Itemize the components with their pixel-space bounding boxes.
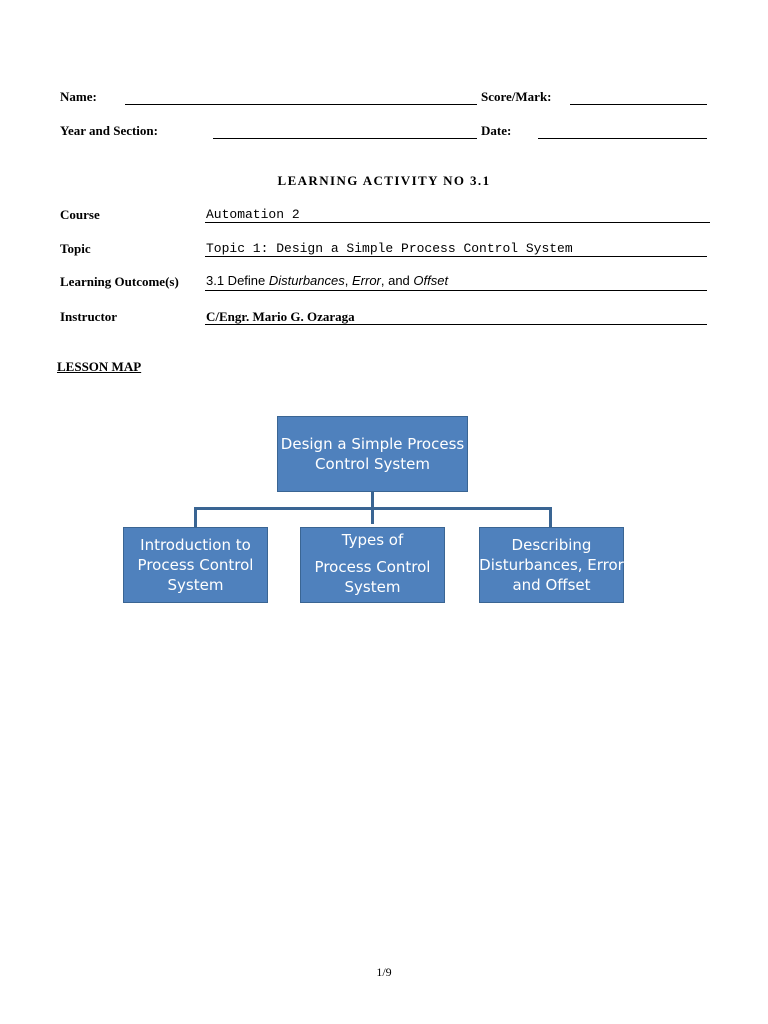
child-3-line-2: Disturbances, Error <box>479 556 624 574</box>
child-1-line-1: Introduction to <box>140 536 251 554</box>
lesson-map-child-intro <box>123 527 268 603</box>
course-underline <box>205 222 710 223</box>
score-field-line[interactable] <box>570 104 707 105</box>
outcome-value <box>206 273 448 288</box>
connector-right <box>549 507 552 527</box>
instructor-underline <box>205 324 707 325</box>
child-2-line-2: Process Control <box>314 558 431 576</box>
year-section-field-line[interactable] <box>213 138 477 139</box>
topic-value: Topic 1: Design a Simple Process Control System <box>206 241 573 256</box>
lesson-map-root-box <box>277 416 468 492</box>
root-line-2: Control System <box>315 455 430 473</box>
name-field-line[interactable] <box>125 104 477 105</box>
lesson-map-child-types <box>300 527 445 603</box>
course-value: Automation 2 <box>206 207 300 222</box>
activity-title: LEARNING ACTIVITY NO 3.1 <box>277 173 491 188</box>
lesson-map-child-disturbances <box>479 527 624 603</box>
outcome-term-error: Error <box>351 273 381 288</box>
topic-underline <box>205 256 707 257</box>
connector-horizontal <box>194 507 552 510</box>
year-section-label: Year and Section: <box>60 123 158 138</box>
score-label: Score/Mark: <box>481 89 552 104</box>
date-label: Date: <box>481 123 512 138</box>
instructor-value: C/Engr. Mario G. Ozaraga <box>206 309 355 324</box>
outcome-underline <box>205 290 707 291</box>
outcome-label: Learning Outcome(s) <box>60 274 179 289</box>
child-2-line-3: System <box>344 578 401 596</box>
page-number: 1/9 <box>376 965 392 979</box>
outcome-sep-1: , <box>344 273 352 288</box>
outcome-term-offset: Offset <box>413 273 449 288</box>
lesson-map-heading: LESSON MAP <box>57 359 142 374</box>
child-2-line-1: Types of <box>341 531 404 549</box>
child-3-line-1: Describing <box>511 536 592 554</box>
child-1-line-2: Process Control <box>137 556 254 574</box>
outcome-sep-2: , and <box>380 273 414 288</box>
instructor-label: Instructor <box>60 309 118 324</box>
child-1-line-3: System <box>167 576 224 594</box>
child-3-line-3: and Offset <box>512 576 591 594</box>
topic-label: Topic <box>60 241 91 256</box>
root-line-1: Design a Simple Process <box>280 435 465 453</box>
name-label: Name: <box>60 89 97 104</box>
connector-left <box>194 507 197 527</box>
date-field-line[interactable] <box>538 138 707 139</box>
outcome-prefix: 3.1 Define <box>206 273 269 288</box>
outcome-term-disturbances: Disturbances <box>268 273 345 288</box>
course-label: Course <box>60 207 100 222</box>
